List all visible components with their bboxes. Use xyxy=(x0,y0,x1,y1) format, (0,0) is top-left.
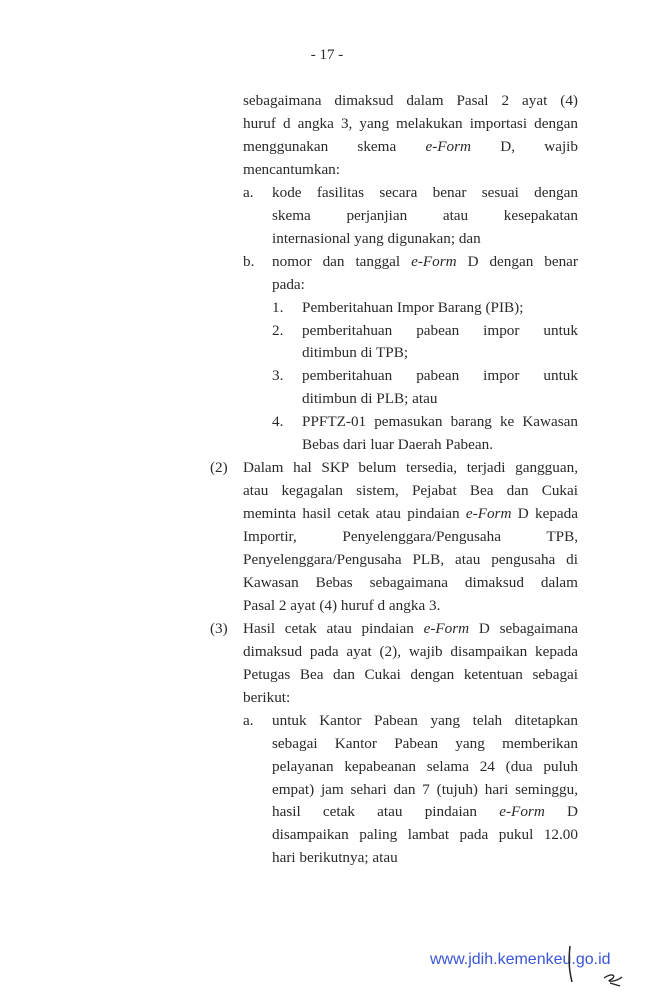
text-line xyxy=(272,711,578,731)
text-segment: Penyelenggara/Pengusaha PLB, atau pengusaha di xyxy=(243,551,578,568)
text-segment: internasional yang digunakan; dan xyxy=(272,229,481,247)
text-segment: pemberitahuan pabean impor untuk xyxy=(302,321,578,339)
text-line xyxy=(272,275,578,295)
text-segment: menggunakan skema xyxy=(243,137,426,155)
text-line xyxy=(272,206,578,226)
text-line xyxy=(302,389,578,409)
text-segment: D kepada xyxy=(511,505,578,523)
text-segment: Bebas dari luar Daerah Pabean. xyxy=(302,436,494,454)
text-line xyxy=(272,802,578,822)
italic-term: e-Form xyxy=(465,505,512,523)
text-line xyxy=(243,527,578,547)
text-line xyxy=(272,848,578,868)
text-segment: skema perjanjian atau kesepakatan xyxy=(272,206,578,224)
italic-term: e-Form xyxy=(425,137,472,155)
text-segment: Dalam hal SKP belum tersedia, terjadi gangguan, xyxy=(243,459,578,477)
text-segment: dimaksud pada ayat (2), wajib disampaikan kepada xyxy=(243,642,578,660)
text-segment: PPFTZ-01 pemasukan barang ke Kawasan xyxy=(302,413,578,431)
text-segment: ditimbun di PLB; atau xyxy=(302,390,438,408)
text-segment: hasil cetak atau pindaian xyxy=(272,803,500,821)
text-line xyxy=(243,596,578,616)
text-segment: D xyxy=(544,803,578,821)
text-line xyxy=(272,734,578,754)
text-segment: Hasil cetak atau pindaian xyxy=(243,619,424,637)
text-segment: sebagai Kantor Pabean yang memberikan xyxy=(272,734,578,752)
text-segment: mencantumkan: xyxy=(243,160,340,178)
text-segment: Pasal 2 ayat (4) huruf d angka 3. xyxy=(243,596,441,614)
italic-term: e-Form xyxy=(423,619,470,637)
text-segment: Pemberitahuan Impor Barang (PIB); xyxy=(302,298,524,316)
text-segment: huruf d angka 3, yang melakukan importasi dengan xyxy=(243,114,578,132)
list-label: 2. xyxy=(272,321,284,339)
page-number: - 17 - xyxy=(310,47,344,63)
text-segment: Kawasan Bebas sebagaimana dimaksud dalam xyxy=(243,573,578,591)
text-segment: ditimbun di TPB; xyxy=(302,344,409,362)
text-line xyxy=(243,573,578,593)
text-line xyxy=(302,343,578,363)
list-label: b. xyxy=(243,252,255,270)
text-line xyxy=(243,481,578,501)
text-segment: hari berikutnya; atau xyxy=(272,849,398,867)
text-line xyxy=(302,298,578,318)
text-line xyxy=(243,619,578,639)
text-line xyxy=(243,91,578,111)
text-line xyxy=(243,114,578,134)
text-segment: empat) jam sehari dan 7 (tujuh) hari seminggu, xyxy=(272,780,578,798)
text-line xyxy=(302,435,578,455)
list-label: a. xyxy=(243,711,254,729)
text-line xyxy=(243,137,578,157)
footer-url-link[interactable]: www.jdih.kemenkeu.go.id xyxy=(430,951,611,968)
text-line xyxy=(272,252,578,272)
text-line xyxy=(272,825,578,845)
text-line xyxy=(272,229,578,249)
text-line xyxy=(243,458,578,478)
text-segment: pemberitahuan pabean impor untuk xyxy=(302,367,578,385)
italic-term: e-Form xyxy=(499,803,545,821)
text-segment: disampaikan paling lambat pada pukul 12.00 xyxy=(272,826,578,844)
text-segment: untuk Kantor Pabean yang telah ditetapkan xyxy=(272,711,578,729)
text-segment: D dengan benar xyxy=(456,252,578,270)
text-line xyxy=(272,757,578,777)
text-segment: Importir, Penyelenggara/Pengusaha TPB, xyxy=(243,528,578,546)
list-label: (3) xyxy=(210,619,228,637)
paraf-signature xyxy=(560,942,630,992)
text-segment: nomor dan tanggal xyxy=(272,252,412,270)
text-segment: D sebagaimana xyxy=(469,619,578,637)
italic-term: e-Form xyxy=(411,252,457,270)
text-segment: atau kegagalan sistem, Pejabat Bea dan Cukai xyxy=(243,482,578,500)
text-line xyxy=(302,321,578,341)
text-segment: pelayanan kepabeanan selama 24 (dua puluh xyxy=(272,757,578,775)
text-segment: pada: xyxy=(272,275,305,293)
text-segment: berikut: xyxy=(243,688,291,706)
text-line xyxy=(243,550,578,570)
text-line xyxy=(243,665,578,685)
list-label: 1. xyxy=(272,298,284,316)
list-label: (2) xyxy=(210,459,228,477)
text-segment: Petugas Bea dan Cukai dengan ketentuan sebagai xyxy=(243,665,578,683)
text-line xyxy=(272,183,578,203)
text-line xyxy=(243,688,578,708)
list-label: 4. xyxy=(272,413,284,431)
text-line xyxy=(302,412,578,432)
text-segment: D, wajib xyxy=(471,137,578,155)
text-line xyxy=(243,160,578,180)
list-label: 3. xyxy=(272,367,284,385)
text-line xyxy=(243,504,578,524)
list-label: a. xyxy=(243,183,254,201)
text-segment: meminta hasil cetak atau pindaian xyxy=(243,505,466,523)
text-segment: sebagaimana dimaksud dalam Pasal 2 ayat (4) xyxy=(243,92,578,109)
text-line xyxy=(272,780,578,800)
text-segment: kode fasilitas secara benar sesuai dengan xyxy=(272,183,578,201)
text-line xyxy=(302,366,578,386)
text-line xyxy=(243,642,578,662)
